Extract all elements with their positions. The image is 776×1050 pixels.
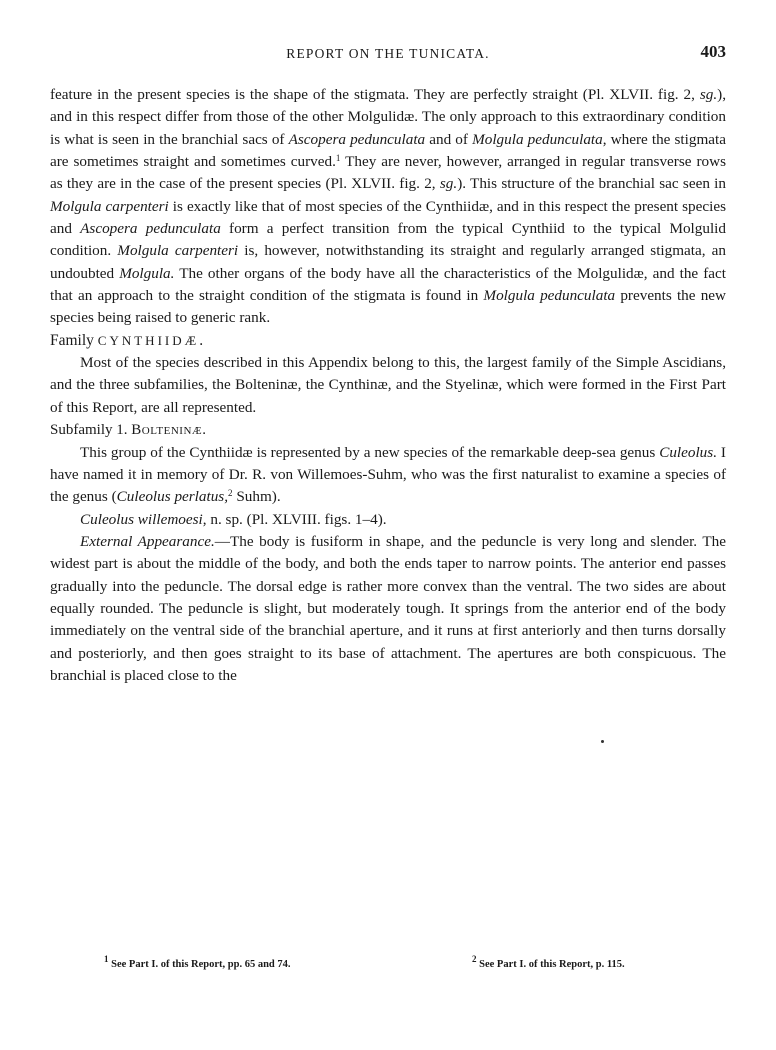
page-body <box>50 84 726 687</box>
family-heading: Family CYNTHIIDÆ. <box>50 331 204 349</box>
page-number: 403 <box>700 42 726 61</box>
paragraph-external-appearance: External Appearance.—The body is fusiform in shape, and the peduncle is very long and slender. The widest part is about the middle of the body, and both the ends taper to narrow points. The anterior end passes gradually into the peduncle. The dorsal edge is rather more convex than the ventral. The two sides are about equally rounded. The peduncle is slight, but moderately tough. It springs from the anterior end of the body immediately on the ventral side of the branchial aperture, and it runs at first anteriorly and then turns dorsally and posteriorly, and then goes straight to its base of attachment. The apertures are both conspicuous. The branchial is placed close to the <box>50 532 726 684</box>
paragraph-subfamily-intro: This group of the Cynthiidæ is represented by a new species of the remarkable deep-sea genus Culeolus. I have named it in memory of Dr. R. von Willemoes-Suhm, who was the first naturalist to examine a species of the genus (Culeolus perlatus,$^2$ Suhm). <box>50 443 726 506</box>
footnote-1: $^1$ See Part I. of this Report, pp. 65 and 74. <box>104 954 291 970</box>
paragraph-family-intro: Most of the species described in this Appendix belong to this, the largest family of the Simple Ascidians, and the three subfamilies, the Bolteninæ, the Cynthinæ, and the Styelinæ, which were formed in the First Part of this Report, are all represented. <box>50 354 726 416</box>
ink-speck <box>601 740 604 743</box>
footnote-ref-1: 1 <box>335 153 341 164</box>
species-heading: Culeolus willemoesi, n. sp. (Pl. XLVIII. figs. 1–4). <box>80 510 387 528</box>
running-head: REPORT ON THE TUNICATA. <box>286 46 490 61</box>
footnote-ref-2: 2 <box>228 488 233 499</box>
paragraph-stigmata: feature in the present species is the shape of the stigmata. They are perfectly straight (Pl. XLVII. fig. 2, sg.), and in this respect differ from those of the other Molgulidæ. The only approach to this extraordinary condition is what is seen in the branchial sacs of Ascopera pedunculata and of Molgula pedunculata, where the stigmata are sometimes straight and sometimes curved.$^1$ They are never, however, arranged in regular transverse rows as they are in the case of the present species (Pl. XLVII. fig. 2, sg.). This structure of the branchial sac seen in Molgula carpenteri is exactly like that of most species of the Cynthiidæ, and in this respect the present species and Ascopera pedunculata form a perfect transition from the typical Cynthiid to the typical Molgulid condition. Molgula carpenteri is, however, notwithstanding its straight and regularly arranged stigmata, an undoubted Molgula. The other organs of the body have all the characteristics of the Molgulidæ, and the fact that an approach to the straight condition of the stigmata is found in Molgula pedunculata prevents the new species being raised to generic rank. <box>50 86 727 327</box>
subfamily-heading: Subfamily 1. Bolteninæ. <box>50 422 206 439</box>
page-header <box>50 42 726 66</box>
footnote-2: $^2$ See Part I. of this Report, p. 115. <box>472 954 625 970</box>
